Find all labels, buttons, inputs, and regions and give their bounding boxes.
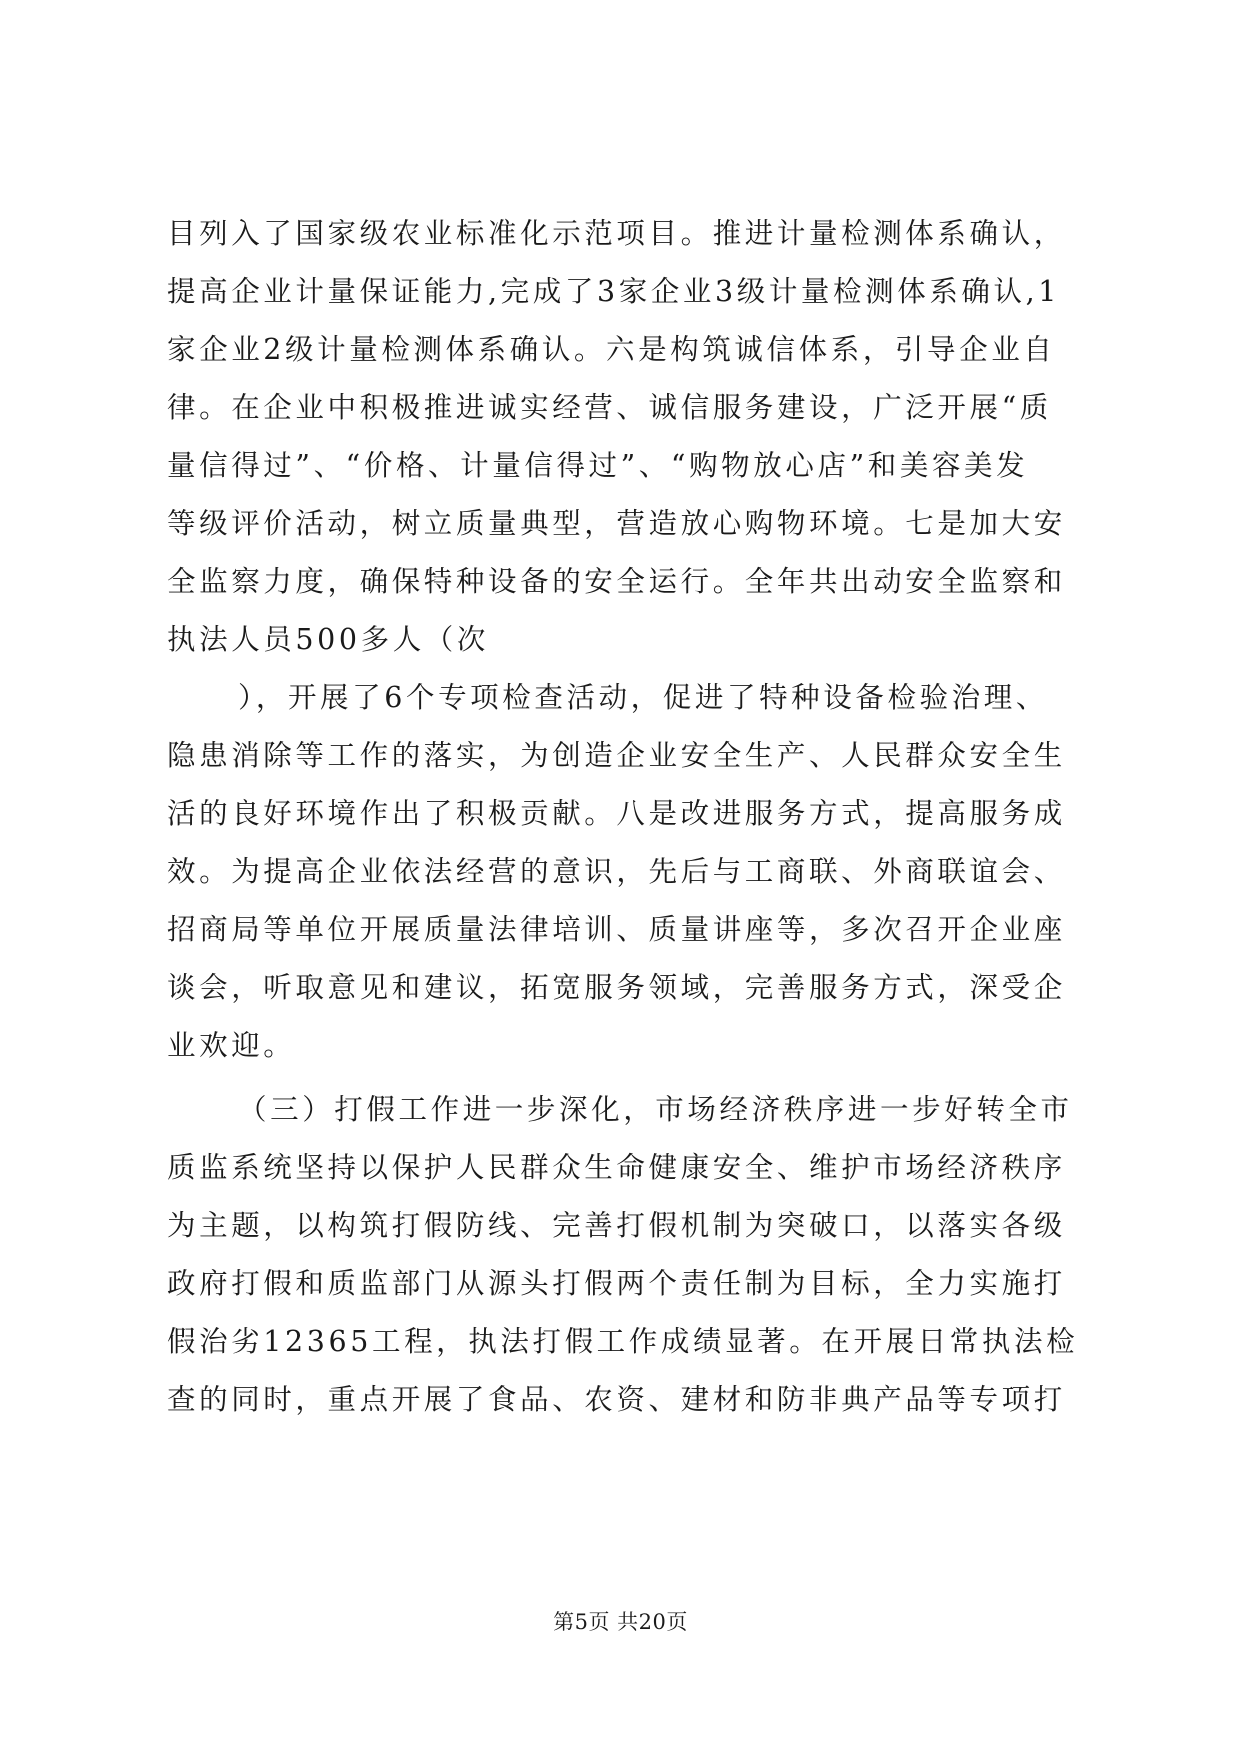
body-line-16: （三）打假工作进一步深化，市场经济秩序进一步好转全市 <box>238 1093 1073 1126</box>
body-line-20: 假治劣12365工程，执法打假工作成绩显著。在开展日常执法检 <box>167 1325 1079 1358</box>
body-line-2: 提高企业计量保证能力,完成了3家企业3级计量检测体系确认,1 <box>167 275 1061 308</box>
body-line-17: 质监系统坚持以保护人民群众生命健康安全、维护市场经济秩序 <box>167 1151 1066 1184</box>
body-line-19: 政府打假和质监部门从源头打假两个责任制为目标，全力实施打 <box>167 1267 1066 1300</box>
body-line-13: 招商局等单位开展质量法律培训、质量讲座等，多次召开企业座 <box>167 913 1066 946</box>
body-line-15: 业欢迎。 <box>167 1029 296 1062</box>
body-line-9: ），开展了6个专项检查活动，促进了特种设备检验治理、 <box>238 681 1048 714</box>
body-line-10: 隐患消除等工作的落实，为创造企业安全生产、人民群众安全生 <box>167 739 1066 772</box>
body-line-5: 量信得过”、“价格、计量信得过”、“购物放心店”和美容美发 <box>167 449 1029 482</box>
body-line-18: 为主题，以构筑打假防线、完善打假机制为突破口，以落实各级 <box>167 1209 1066 1242</box>
body-line-8: 执法人员500多人（次 <box>167 623 489 656</box>
body-line-7: 全监察力度，确保特种设备的安全运行。全年共出动安全监察和 <box>167 565 1066 598</box>
body-line-11: 活的良好环境作出了积极贡献。八是改进服务方式，提高服务成 <box>167 797 1066 830</box>
body-line-1: 目列入了国家级农业标准化示范项目。推进计量检测体系确认， <box>167 217 1066 250</box>
body-line-6: 等级评价活动，树立质量典型，营造放心购物环境。七是加大安 <box>167 507 1066 540</box>
body-line-14: 谈会，听取意见和建议，拓宽服务领域，完善服务方式，深受企 <box>167 971 1066 1004</box>
body-line-12: 效。为提高企业依法经营的意识，先后与工商联、外商联谊会、 <box>167 855 1066 888</box>
body-line-21: 查的同时，重点开展了食品、农资、建材和防非典产品等专项打 <box>167 1383 1066 1416</box>
page-number-footer: 第5页 共20页 <box>553 1610 688 1634</box>
body-line-4: 律。在企业中积极推进诚实经营、诚信服务建设，广泛开展“质 <box>167 391 1052 424</box>
body-line-3: 家企业2级计量检测体系确认。六是构筑诚信体系，引导企业自 <box>167 333 1056 366</box>
